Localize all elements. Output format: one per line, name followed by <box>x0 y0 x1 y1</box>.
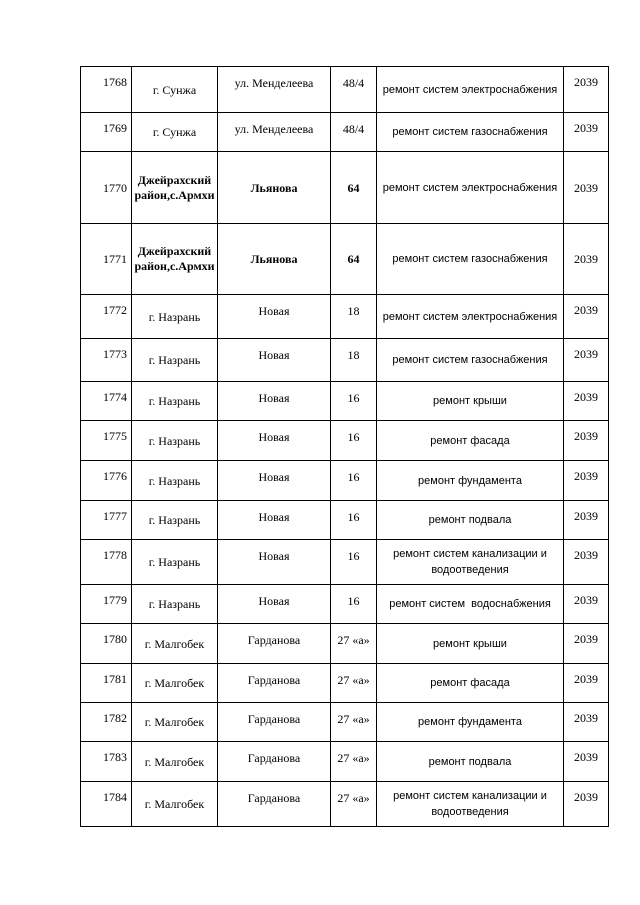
work-type-cell: ремонт систем электроснабжения <box>377 295 564 339</box>
year-cell: 2039 <box>564 664 609 703</box>
row-number: 1777 <box>81 501 132 540</box>
row-number: 1778 <box>81 540 132 585</box>
house-cell: 27 «а» <box>331 782 377 827</box>
work-type-cell: ремонт систем газоснабжения <box>377 224 564 295</box>
work-type-cell: ремонт фасада <box>377 421 564 461</box>
row-number: 1769 <box>81 113 132 152</box>
work-type-cell: ремонт крыши <box>377 382 564 421</box>
house-cell: 16 <box>331 585 377 624</box>
table-row <box>81 461 609 501</box>
house-cell: 16 <box>331 461 377 501</box>
work-type-cell: ремонт систем электроснабжения <box>377 67 564 113</box>
year-cell: 2039 <box>564 703 609 742</box>
table-row <box>81 224 609 295</box>
street-cell: Гарданова <box>218 624 331 664</box>
street-cell: Новая <box>218 540 331 585</box>
locality-cell: г. Сунжа <box>132 113 218 152</box>
house-cell: 16 <box>331 501 377 540</box>
street-cell: Льянова <box>218 152 331 224</box>
locality-cell: г. Назрань <box>132 501 218 540</box>
row-number: 1774 <box>81 382 132 421</box>
row-number: 1780 <box>81 624 132 664</box>
street-cell: Гарданова <box>218 664 331 703</box>
work-type-cell: ремонт фундамента <box>377 461 564 501</box>
table-row <box>81 382 609 421</box>
row-number: 1772 <box>81 295 132 339</box>
street-cell: Льянова <box>218 224 331 295</box>
house-cell: 27 «а» <box>331 703 377 742</box>
street-cell: Новая <box>218 501 331 540</box>
table-row <box>81 585 609 624</box>
street-cell: ул. Менделеева <box>218 113 331 152</box>
locality-cell: г. Малгобек <box>132 624 218 664</box>
row-number: 1775 <box>81 421 132 461</box>
locality-cell: г. Назрань <box>132 421 218 461</box>
house-cell: 18 <box>331 295 377 339</box>
locality-cell: г. Сунжа <box>132 67 218 113</box>
repair-schedule-table <box>80 66 609 827</box>
street-cell: Новая <box>218 339 331 382</box>
locality-cell: Джейрахский район,с.Армхи <box>132 152 218 224</box>
work-type-cell: ремонт фасада <box>377 664 564 703</box>
house-cell: 18 <box>331 339 377 382</box>
street-cell: Гарданова <box>218 703 331 742</box>
row-number: 1782 <box>81 703 132 742</box>
street-cell: Гарданова <box>218 782 331 827</box>
table-row <box>81 501 609 540</box>
row-number: 1781 <box>81 664 132 703</box>
house-cell: 27 «а» <box>331 742 377 782</box>
locality-cell: г. Назрань <box>132 585 218 624</box>
year-cell: 2039 <box>564 461 609 501</box>
year-cell: 2039 <box>564 742 609 782</box>
locality-cell: г. Малгобек <box>132 703 218 742</box>
work-type-cell: ремонт подвала <box>377 501 564 540</box>
table-row <box>81 113 609 152</box>
locality-cell: г. Малгобек <box>132 742 218 782</box>
house-cell: 64 <box>331 152 377 224</box>
locality-cell: г. Назрань <box>132 382 218 421</box>
locality-cell: г. Назрань <box>132 339 218 382</box>
street-cell: Новая <box>218 421 331 461</box>
street-cell: Гарданова <box>218 742 331 782</box>
locality-cell: г. Назрань <box>132 461 218 501</box>
year-cell: 2039 <box>564 585 609 624</box>
table-row <box>81 339 609 382</box>
year-cell: 2039 <box>564 113 609 152</box>
house-cell: 27 «а» <box>331 624 377 664</box>
table-row <box>81 624 609 664</box>
house-cell: 16 <box>331 540 377 585</box>
year-cell: 2039 <box>564 295 609 339</box>
work-type-cell: ремонт подвала <box>377 742 564 782</box>
year-cell: 2039 <box>564 382 609 421</box>
house-cell: 16 <box>331 382 377 421</box>
row-number: 1783 <box>81 742 132 782</box>
work-type-cell: ремонт систем электроснабжения <box>377 152 564 224</box>
work-type-cell: ремонт систем канализации и водоотведения <box>377 540 564 585</box>
year-cell: 2039 <box>564 152 609 224</box>
locality-cell: г. Назрань <box>132 295 218 339</box>
year-cell: 2039 <box>564 540 609 585</box>
work-type-cell: ремонт фундамента <box>377 703 564 742</box>
table-row <box>81 152 609 224</box>
year-cell: 2039 <box>564 624 609 664</box>
row-number: 1779 <box>81 585 132 624</box>
year-cell: 2039 <box>564 339 609 382</box>
table-row <box>81 742 609 782</box>
row-number: 1770 <box>81 152 132 224</box>
locality-cell: г. Малгобек <box>132 782 218 827</box>
street-cell: Новая <box>218 585 331 624</box>
work-type-cell: ремонт систем водоснабжения <box>377 585 564 624</box>
year-cell: 2039 <box>564 224 609 295</box>
table-row <box>81 295 609 339</box>
street-cell: Новая <box>218 382 331 421</box>
table-row <box>81 421 609 461</box>
house-cell: 48/4 <box>331 67 377 113</box>
year-cell: 2039 <box>564 501 609 540</box>
street-cell: Новая <box>218 461 331 501</box>
work-type-cell: ремонт систем канализации и водоотведения <box>377 782 564 827</box>
house-cell: 48/4 <box>331 113 377 152</box>
year-cell: 2039 <box>564 421 609 461</box>
table-row <box>81 664 609 703</box>
year-cell: 2039 <box>564 782 609 827</box>
locality-cell: г. Малгобек <box>132 664 218 703</box>
house-cell: 16 <box>331 421 377 461</box>
table-row <box>81 67 609 113</box>
locality-cell: г. Назрань <box>132 540 218 585</box>
row-number: 1773 <box>81 339 132 382</box>
street-cell: Новая <box>218 295 331 339</box>
year-cell: 2039 <box>564 67 609 113</box>
table-row <box>81 703 609 742</box>
street-cell: ул. Менделеева <box>218 67 331 113</box>
house-cell: 64 <box>331 224 377 295</box>
row-number: 1771 <box>81 224 132 295</box>
table-row <box>81 782 609 827</box>
house-cell: 27 «а» <box>331 664 377 703</box>
work-type-cell: ремонт систем газоснабжения <box>377 339 564 382</box>
work-type-cell: ремонт крыши <box>377 624 564 664</box>
row-number: 1776 <box>81 461 132 501</box>
row-number: 1768 <box>81 67 132 113</box>
table-row <box>81 540 609 585</box>
locality-cell: Джейрахский район,с.Армхи <box>132 224 218 295</box>
row-number: 1784 <box>81 782 132 827</box>
work-type-cell: ремонт систем газоснабжения <box>377 113 564 152</box>
